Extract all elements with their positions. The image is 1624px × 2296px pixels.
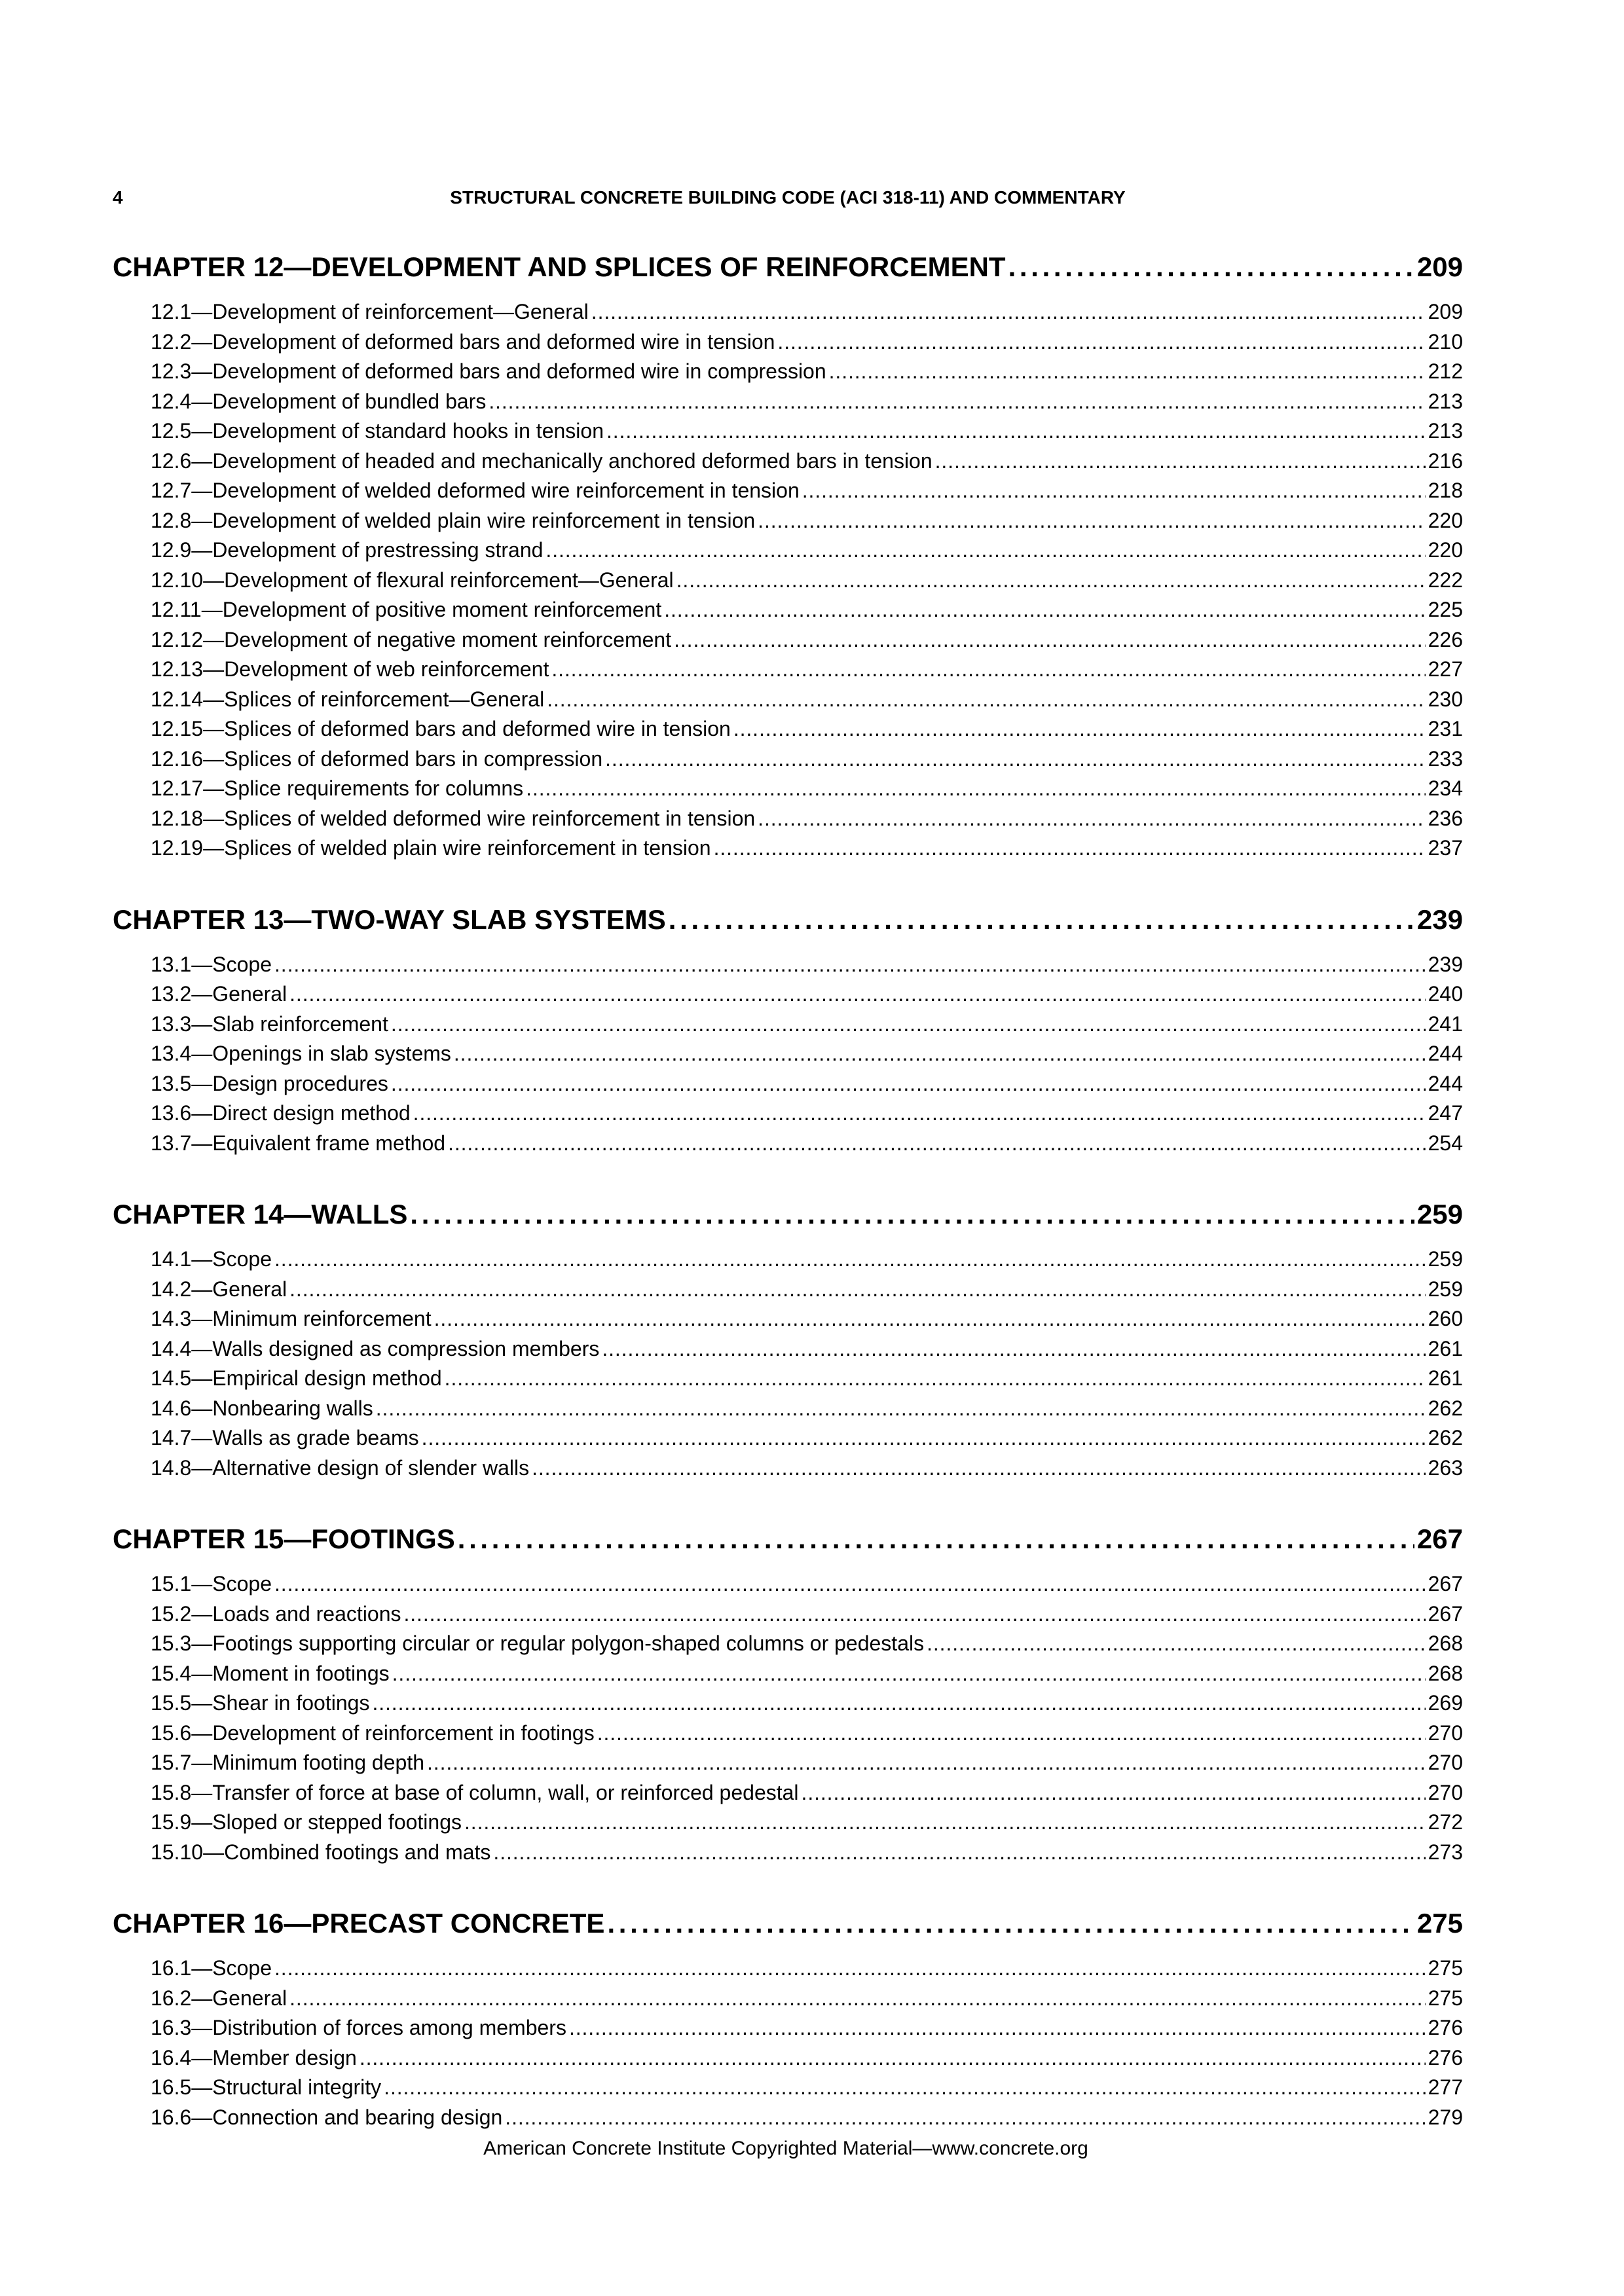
dot-leader (372, 1688, 1425, 1719)
entry-title: 14.5—Empirical design method (151, 1366, 442, 1390)
toc-entry[interactable] (151, 327, 1463, 357)
entry-page: 230 (1428, 687, 1463, 711)
entry-title: 12.17—Splice requirements for columns (151, 776, 524, 800)
toc-entry[interactable] (151, 446, 1463, 477)
entry-page: 225 (1428, 598, 1463, 621)
chapter-heading[interactable] (113, 1521, 1463, 1558)
entry-page: 272 (1428, 1810, 1463, 1834)
dot-leader (802, 1778, 1426, 1808)
entry-page: 279 (1428, 2105, 1463, 2129)
entry-page: 240 (1428, 982, 1463, 1006)
chapter-title: CHAPTER 12—DEVELOPMENT AND SPLICES OF REINFORCEMENT (113, 251, 1006, 282)
dot-leader (551, 655, 1425, 685)
chapter-title: CHAPTER 13—TWO-WAY SLAB SYSTEMS (113, 903, 666, 935)
dot-leader (289, 1984, 1425, 2014)
toc-entry[interactable] (151, 744, 1463, 774)
entry-title: 15.4—Moment in footings (151, 1661, 390, 1685)
entry-title: 12.16—Splices of deformed bars in compression (151, 746, 603, 771)
dot-leader (410, 1196, 1414, 1233)
entry-title: 16.5—Structural integrity (151, 2075, 382, 2099)
toc-entry[interactable] (151, 1629, 1463, 1659)
entry-page: 244 (1428, 1071, 1463, 1095)
chapter-heading[interactable] (113, 1905, 1463, 1942)
toc-entry[interactable] (151, 1954, 1463, 1984)
toc-entry[interactable] (151, 1069, 1463, 1099)
entry-title: 16.2—General (151, 1986, 287, 2010)
dot-leader (289, 1275, 1425, 1305)
entry-page: 268 (1428, 1661, 1463, 1685)
dot-leader (403, 1599, 1425, 1630)
chapter-heading[interactable] (113, 1196, 1463, 1233)
entry-title: 15.2—Loads and reactions (151, 1601, 401, 1626)
entry-page: 263 (1428, 1455, 1463, 1480)
dot-leader (532, 1453, 1426, 1484)
entry-page: 273 (1428, 1840, 1463, 1864)
entry-page: 241 (1428, 1011, 1463, 1036)
entry-title: 12.7—Development of welded deformed wire reinforcement in tension (151, 479, 800, 502)
chapter-title: CHAPTER 15—FOOTINGS (113, 1523, 455, 1554)
dot-leader (714, 833, 1426, 864)
toc-entry[interactable] (151, 1808, 1463, 1838)
toc-entry[interactable] (151, 625, 1463, 655)
toc-entry[interactable] (151, 1304, 1463, 1334)
entry-page: 260 (1428, 1307, 1463, 1330)
toc-entry[interactable] (151, 1245, 1463, 1275)
toc-entry[interactable] (151, 1719, 1463, 1749)
toc-entry[interactable] (151, 1659, 1463, 1689)
dot-leader (607, 1905, 1414, 1942)
entry-title: 12.13—Development of web reinforcement (151, 657, 549, 681)
toc-entry[interactable] (151, 1453, 1463, 1484)
dot-leader (758, 804, 1425, 834)
entry-title: 14.4—Walls designed as compression members (151, 1336, 600, 1360)
entry-title: 14.8—Alternative design of slender walls (151, 1455, 530, 1480)
entry-page: 259 (1428, 1277, 1463, 1301)
toc-entry[interactable] (151, 1334, 1463, 1364)
dot-leader (489, 387, 1425, 417)
entry-page: 247 (1428, 1101, 1463, 1125)
toc-entry[interactable] (151, 476, 1463, 506)
toc-entry[interactable] (151, 1129, 1463, 1159)
dot-leader (569, 2013, 1426, 2043)
toc-entry[interactable] (151, 1838, 1463, 1868)
toc-entry[interactable] (151, 1748, 1463, 1778)
entry-title: 12.9—Development of prestressing strand (151, 538, 544, 562)
entry-title: 12.19—Splices of welded plain wire reinforcement in tension (151, 836, 711, 860)
entry-page: 213 (1428, 419, 1463, 443)
entry-page: 270 (1428, 1751, 1463, 1774)
toc-entry[interactable] (151, 2043, 1463, 2073)
entry-page: 222 (1428, 568, 1463, 592)
toc-entry[interactable] (151, 387, 1463, 417)
chapter-section (113, 1521, 1463, 1867)
entry-page: 276 (1428, 2045, 1463, 2069)
entry-title: 14.3—Minimum reinforcement (151, 1307, 432, 1330)
entry-title: 16.6—Connection and bearing design (151, 2105, 503, 2129)
entry-title: 14.1—Scope (151, 1247, 272, 1271)
dot-leader (448, 1129, 1426, 1159)
toc-entry[interactable] (151, 833, 1463, 864)
entry-page: 276 (1428, 2016, 1463, 2039)
entry-title: 14.7—Walls as grade beams (151, 1426, 419, 1449)
chapter-page: 267 (1416, 1523, 1463, 1554)
toc-entry[interactable] (151, 1099, 1463, 1129)
chapter-section (113, 249, 1463, 864)
entry-title: 12.3—Development of deformed bars and deformed wire in compression (151, 359, 826, 383)
toc-entry[interactable] (151, 950, 1463, 980)
entry-title: 12.2—Development of deformed bars and deformed wire in tension (151, 329, 775, 354)
chapter-title: CHAPTER 16—PRECAST CONCRETE (113, 1908, 605, 1939)
entry-title: 12.18—Splices of welded deformed wire reinforcement in tension (151, 806, 756, 830)
toc-entry[interactable] (151, 1599, 1463, 1630)
toc-entry[interactable] (151, 2013, 1463, 2043)
entry-title: 15.10—Combined footings and mats (151, 1840, 491, 1864)
entry-title: 12.11—Development of positive moment reinforcement (151, 598, 662, 621)
toc-entry[interactable] (151, 1039, 1463, 1069)
toc-entry[interactable] (151, 506, 1463, 536)
entry-page: 244 (1428, 1042, 1463, 1065)
dot-leader (413, 1099, 1426, 1129)
dot-leader (606, 416, 1426, 446)
dot-leader (597, 1719, 1426, 1749)
page-number: 4 (113, 187, 123, 208)
chapter-heading[interactable] (113, 249, 1463, 285)
entry-title: 13.4—Openings in slab systems (151, 1042, 451, 1065)
toc-entry[interactable] (151, 595, 1463, 625)
dot-leader (505, 2103, 1425, 2133)
entry-title: 13.6—Direct design method (151, 1101, 411, 1125)
dot-leader (464, 1808, 1426, 1838)
entry-title: 12.4—Development of bundled bars (151, 389, 487, 413)
entry-page: 275 (1428, 1956, 1463, 1980)
entry-title: 12.15—Splices of deformed bars and deformed wire in tension (151, 717, 731, 740)
dot-leader (445, 1364, 1426, 1394)
entry-page: 233 (1428, 746, 1463, 771)
entry-title: 13.1—Scope (151, 952, 272, 976)
chapter-page: 239 (1416, 903, 1463, 935)
chapter-page: 275 (1416, 1908, 1463, 1939)
entry-page: 270 (1428, 1721, 1463, 1745)
toc-entry[interactable] (151, 536, 1463, 566)
entry-title: 15.8—Transfer of force at base of column, wall, or reinforced pedestal (151, 1780, 799, 1804)
entry-page: 226 (1428, 627, 1463, 651)
toc-entry[interactable] (151, 416, 1463, 446)
entry-title: 12.10—Development of flexural reinforcement—General (151, 568, 674, 592)
entry-page: 216 (1428, 448, 1463, 473)
toc-entry[interactable] (151, 1394, 1463, 1424)
toc-entry[interactable] (151, 774, 1463, 804)
entry-page: 209 (1428, 300, 1463, 323)
dot-leader (733, 714, 1426, 744)
chapter-page: 259 (1416, 1199, 1463, 1230)
entry-page: 239 (1428, 952, 1463, 976)
dot-leader (274, 1569, 1426, 1599)
dot-leader (384, 2073, 1425, 2103)
entry-title: 13.7—Equivalent frame method (151, 1131, 446, 1155)
toc-entry[interactable] (151, 1010, 1463, 1040)
dot-leader (422, 1423, 1426, 1453)
dot-leader (802, 476, 1426, 506)
dot-leader (547, 685, 1425, 715)
dot-leader (391, 1010, 1426, 1040)
toc-entry[interactable] (151, 685, 1463, 715)
entry-title: 16.1—Scope (151, 1956, 272, 1980)
entry-title: 15.5—Shear in footings (151, 1691, 370, 1715)
dot-leader (274, 1954, 1426, 1984)
entry-page: 270 (1428, 1780, 1463, 1804)
entry-title: 16.4—Member design (151, 2045, 357, 2069)
dot-leader (829, 357, 1426, 387)
entry-title: 14.6—Nonbearing walls (151, 1396, 373, 1420)
entry-title: 15.1—Scope (151, 1572, 272, 1595)
entry-page: 267 (1428, 1601, 1463, 1626)
entry-title: 15.7—Minimum footing depth (151, 1751, 424, 1774)
toc-entry[interactable] (151, 2103, 1463, 2133)
toc-entry[interactable] (151, 297, 1463, 327)
dot-leader (526, 774, 1425, 804)
entry-page: 254 (1428, 1131, 1463, 1155)
entry-page: 262 (1428, 1396, 1463, 1420)
dot-leader (777, 327, 1425, 357)
chapter-section (113, 1196, 1463, 1483)
entry-title: 13.3—Slab reinforcement (151, 1011, 388, 1036)
toc-entry[interactable] (151, 566, 1463, 596)
footer-copyright: American Concrete Institute Copyrighted Material—www.concrete.org (483, 2138, 1088, 2159)
entry-title: 12.1—Development of reinforcement—General (151, 300, 589, 323)
dot-leader (676, 566, 1426, 596)
dot-leader (927, 1629, 1426, 1659)
dot-leader (664, 595, 1425, 625)
table-of-contents (113, 249, 1463, 2170)
entry-title: 13.2—General (151, 982, 287, 1006)
dot-leader (758, 506, 1425, 536)
dot-leader (669, 902, 1414, 938)
dot-leader (274, 950, 1426, 980)
toc-entry[interactable] (151, 979, 1463, 1010)
entry-page: 220 (1428, 538, 1463, 562)
entry-title: 13.5—Design procedures (151, 1071, 388, 1095)
dot-leader (391, 1069, 1426, 1099)
entry-page: 275 (1428, 1986, 1463, 2010)
entry-page: 267 (1428, 1572, 1463, 1595)
toc-entry[interactable] (151, 1423, 1463, 1453)
entry-page: 218 (1428, 479, 1463, 502)
entry-page: 261 (1428, 1366, 1463, 1390)
page-header (113, 187, 1463, 213)
toc-entry[interactable] (151, 1778, 1463, 1808)
toc-entry[interactable] (151, 655, 1463, 685)
dot-leader (434, 1304, 1426, 1334)
chapter-page: 209 (1416, 251, 1463, 282)
dot-leader (591, 297, 1426, 327)
dot-leader (1008, 249, 1414, 285)
entry-page: 227 (1428, 657, 1463, 681)
toc-entry[interactable] (151, 357, 1463, 387)
entry-page: 210 (1428, 329, 1463, 354)
dot-leader (545, 536, 1425, 566)
entry-page: 277 (1428, 2075, 1463, 2099)
toc-entry[interactable] (151, 2073, 1463, 2103)
running-title: STRUCTURAL CONCRETE BUILDING CODE (ACI 318-11) AND COMMENTARY (450, 187, 1126, 208)
entry-title: 15.9—Sloped or stepped footings (151, 1810, 462, 1834)
entry-page: 268 (1428, 1631, 1463, 1655)
dot-leader (376, 1394, 1426, 1424)
entry-page: 212 (1428, 359, 1463, 383)
entry-title: 12.12—Development of negative moment reinforcement (151, 627, 672, 651)
entry-title: 12.6—Development of headed and mechanically anchored deformed bars in tension (151, 448, 932, 473)
entry-title: 12.8—Development of welded plain wire reinforcement in tension (151, 508, 756, 532)
dot-leader (289, 979, 1425, 1010)
entry-page: 220 (1428, 508, 1463, 532)
toc-entry[interactable] (151, 1569, 1463, 1599)
dot-leader (493, 1838, 1425, 1868)
toc-entry[interactable] (151, 1688, 1463, 1719)
entry-page: 259 (1428, 1247, 1463, 1271)
chapter-title: CHAPTER 14—WALLS (113, 1199, 408, 1230)
entry-title: 15.3—Footings supporting circular or regular polygon-shaped columns or pedestals (151, 1631, 925, 1655)
entry-title: 12.5—Development of standard hooks in tension (151, 419, 604, 443)
chapter-section (113, 1905, 1463, 2132)
dot-leader (274, 1245, 1426, 1275)
dot-leader (454, 1039, 1426, 1069)
chapter-section (113, 902, 1463, 1159)
entry-title: 15.6—Development of reinforcement in footings (151, 1721, 595, 1745)
toc-entry[interactable] (151, 1984, 1463, 2014)
dot-leader (458, 1521, 1414, 1558)
entry-page: 236 (1428, 806, 1463, 830)
dot-leader (392, 1659, 1426, 1689)
toc-entry[interactable] (151, 804, 1463, 834)
dot-leader (602, 1334, 1425, 1364)
entry-page: 269 (1428, 1691, 1463, 1715)
entry-page: 262 (1428, 1426, 1463, 1449)
dot-leader (427, 1748, 1426, 1778)
entry-page: 237 (1428, 836, 1463, 860)
toc-entry[interactable] (151, 1364, 1463, 1394)
dot-leader (674, 625, 1426, 655)
toc-entry[interactable] (151, 714, 1463, 744)
entry-page: 234 (1428, 776, 1463, 800)
entry-page: 213 (1428, 389, 1463, 413)
toc-entry[interactable] (151, 1275, 1463, 1305)
entry-title: 14.2—General (151, 1277, 287, 1301)
entry-page: 231 (1428, 717, 1463, 740)
dot-leader (605, 744, 1425, 774)
entry-page: 261 (1428, 1336, 1463, 1360)
dot-leader (935, 446, 1426, 477)
chapter-heading[interactable] (113, 902, 1463, 938)
entry-title: 12.14—Splices of reinforcement—General (151, 687, 545, 711)
entry-title: 16.3—Distribution of forces among members (151, 2016, 566, 2039)
dot-leader (360, 2043, 1426, 2073)
